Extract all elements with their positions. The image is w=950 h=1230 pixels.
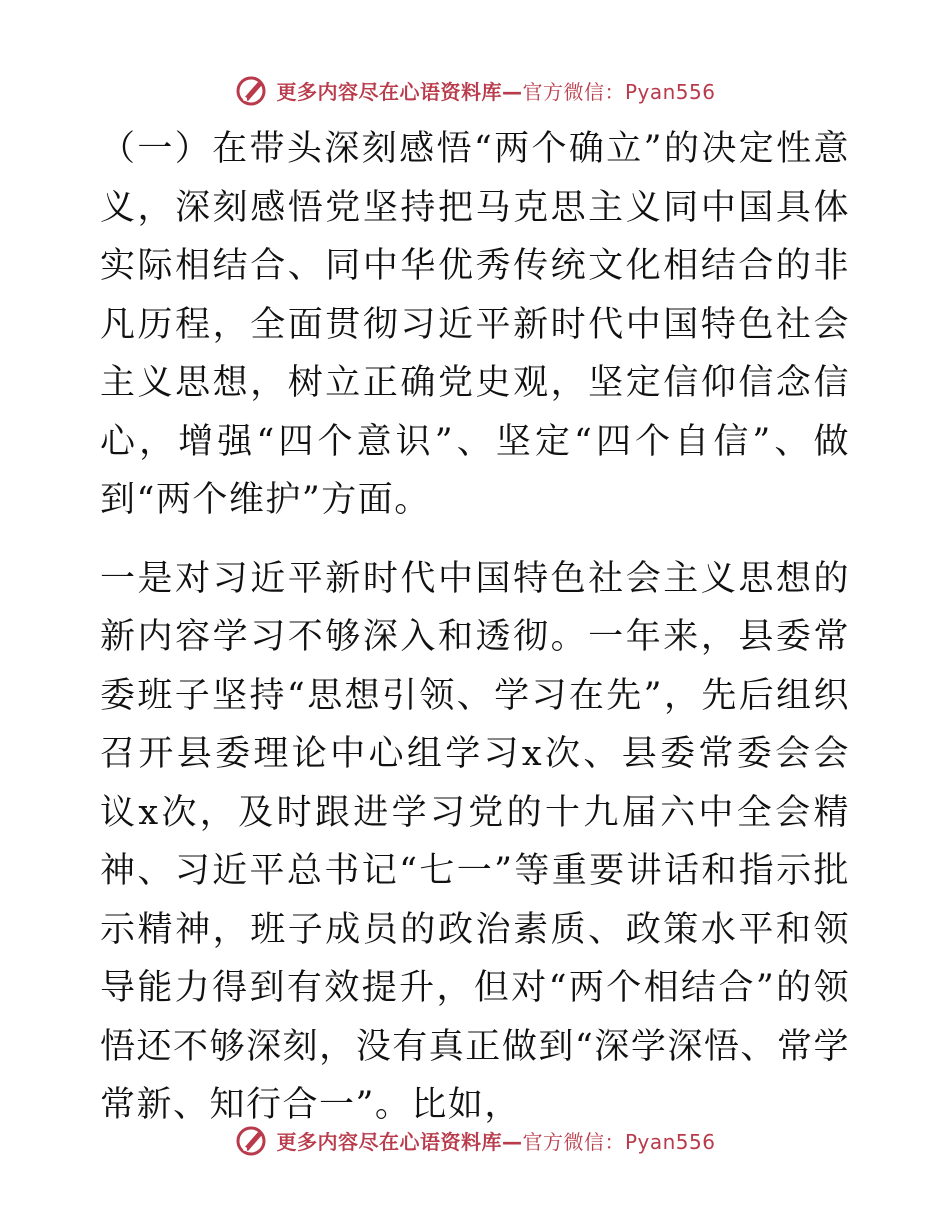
watermark-text: 更多内容尽在心语资料库—官方微信：Pyan556: [276, 1129, 716, 1154]
watermark-text: 更多内容尽在心语资料库—官方微信：Pyan556: [276, 79, 716, 104]
watermark-banner-top: [0, 70, 950, 110]
ink-pen-logo-icon: [234, 1122, 270, 1158]
watermark-banner-bottom: [0, 1120, 950, 1160]
paragraph-body: 一是对习近平新时代中国特色社会主义思想的新内容学习不够深入和透彻。一年来，县委常委班子坚持“思想引领、学习在先”，先后组织召开县委理论中心组学习x次、县委常委会会议x次，及时跟进学习党的十九届六中全会精神、习近平总书记“七一”等重要讲话和指示批示精神，班子成员的政治素质、政策水平和领导能力得到有效提升，但对“两个相结合”的领悟还不够深刻，没有真正做到“深学深悟、常学常新、知行合一”。比如，: [100, 558, 850, 1125]
document-body: [100, 120, 850, 1135]
paragraph-heading: （一）在带头深刻感悟“两个确立”的决定性意义，深刻感悟党坚持把马克思主义同中国具体实际相结合、同中华优秀传统文化相结合的非凡历程，全面贯彻习近平新时代中国特色社会主义思想，树立正确党史观，坚定信仰信念信心，增强“四个意识”、坚定“四个自信”、做到“两个维护”方面。: [100, 129, 850, 520]
ink-pen-logo-icon: [234, 72, 270, 108]
